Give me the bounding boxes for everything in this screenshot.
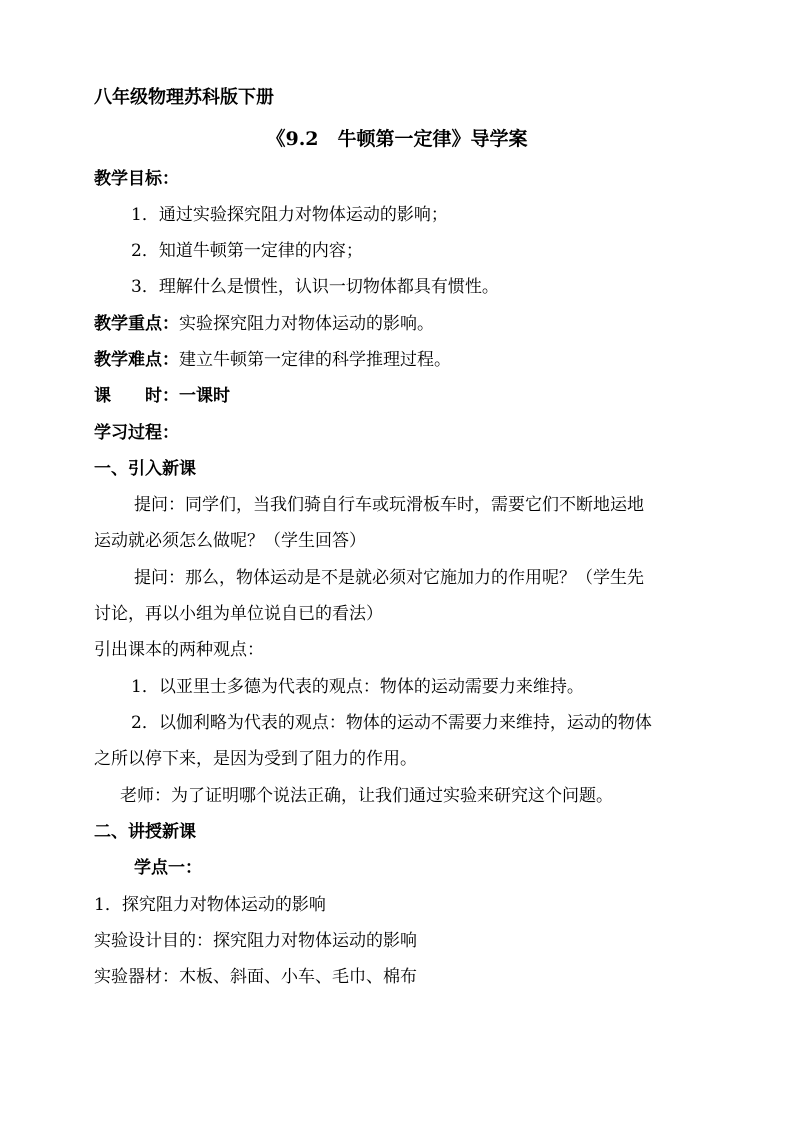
view-2-line2: 之所以停下来，是因为受到了阻力的作用。 <box>94 749 417 769</box>
question2-line1: 提问：那么，物体运动是不是就必须对它施加力的作用呢？（学生先 <box>134 568 644 588</box>
item1-text: 1．探究阻力对物体运动的影响 <box>94 895 326 915</box>
difficulty-label: 教学难点： <box>94 350 179 370</box>
teacher-text: 老师：为了证明哪个说法正确，让我们通过实验来研究这个问题。 <box>120 786 613 806</box>
question1-line1: 提问：同学们，当我们骑自行车或玩滑板车时，需要它们不断地运地 <box>134 495 644 515</box>
objectives-heading: 教学目标： <box>94 169 179 189</box>
purpose-text: 实验设计目的：探究阻力对物体运动的影响 <box>94 931 417 951</box>
key-point-label: 教学重点： <box>94 314 179 334</box>
question2-line2: 讨论，再以小组为单位说自已的看法） <box>94 604 383 624</box>
section1-heading: 一、引入新课 <box>94 459 196 479</box>
materials-text: 实验器材：木板、斜面、小车、毛巾、棉布 <box>94 967 417 987</box>
period-label: 课 时： <box>94 386 179 406</box>
view-1: 1．以亚里士多德为代表的观点：物体的运动需要力来维持。 <box>131 677 584 697</box>
key-point-text: 实验探究阻力对物体运动的影响。 <box>179 314 434 334</box>
objective-item-1: 1．通过实验探究阻力对物体运动的影响； <box>131 205 448 225</box>
grade-line: 八年级物理苏科版下册 <box>94 87 274 108</box>
question1-line2: 运动就必须怎么做呢？（学生回答） <box>94 531 366 551</box>
page-title: 《9.2 牛顿第一定律》导学案 <box>266 128 528 150</box>
lead-text: 引出课本的两种观点： <box>94 640 264 660</box>
point1-heading: 学点一： <box>134 858 202 878</box>
objective-item-3: 3．理解什么是惯性，认识一切物体都具有惯性。 <box>131 277 499 297</box>
process-heading: 学习过程： <box>94 423 179 443</box>
key-point <box>94 312 434 336</box>
view-2-line1: 2．以伽利略为代表的观点：物体的运动不需要力来维持，运动的物体 <box>131 713 652 733</box>
difficulty-text: 建立牛顿第一定律的科学推理过程。 <box>179 350 451 370</box>
period <box>94 384 230 408</box>
section2-heading: 二、讲授新课 <box>94 822 196 842</box>
objective-item-2: 2．知道牛顿第一定律的内容； <box>131 241 363 261</box>
difficulty <box>94 348 451 372</box>
period-text: 一课时 <box>179 386 230 406</box>
